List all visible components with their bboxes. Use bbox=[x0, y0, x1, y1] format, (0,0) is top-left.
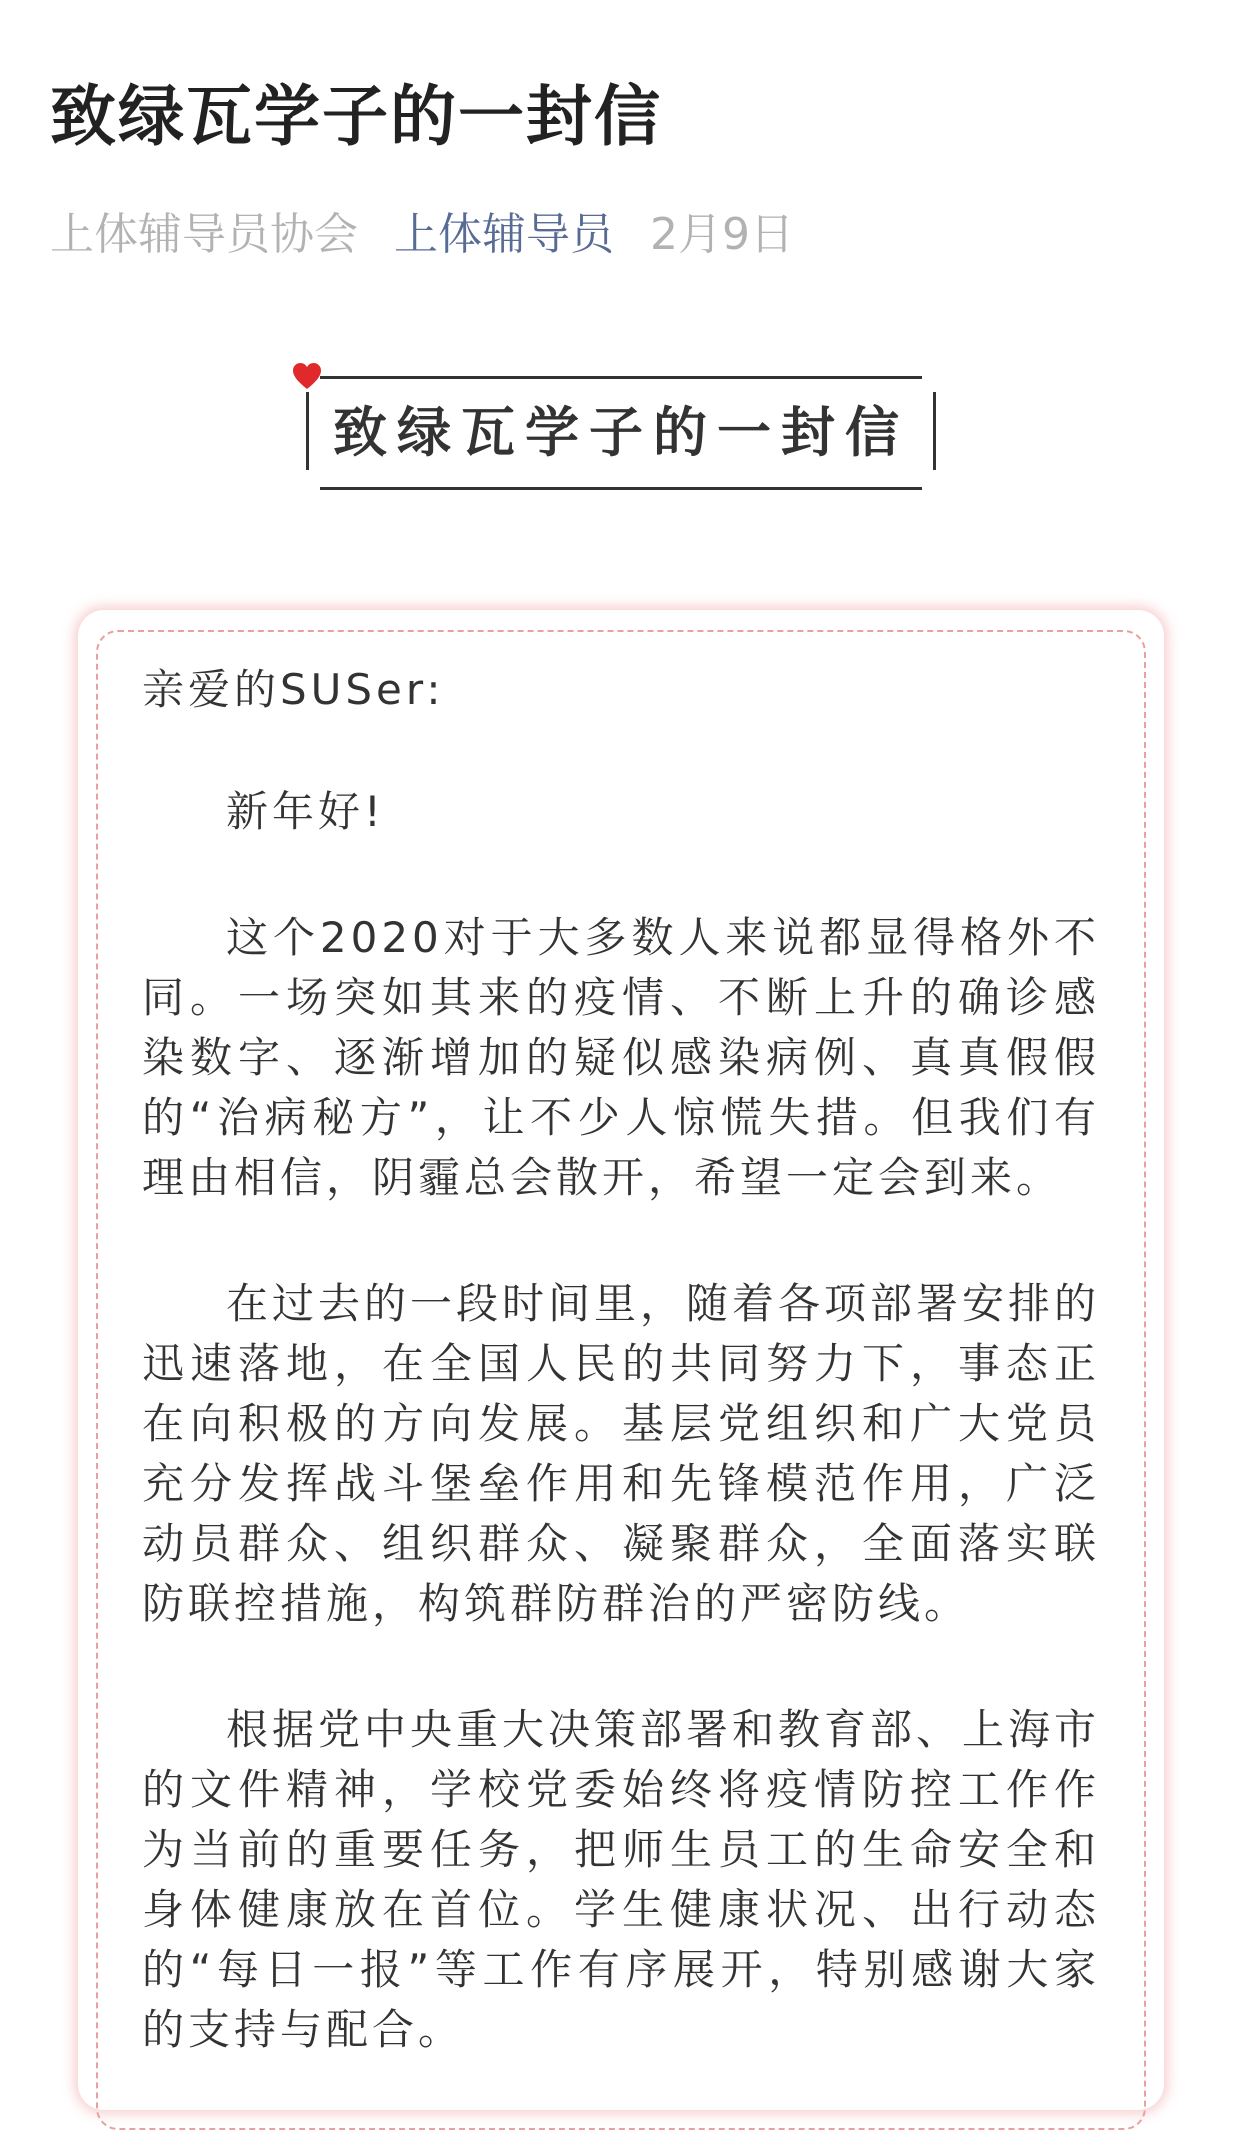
article-title: 致绿瓦学子的一封信 bbox=[50, 78, 662, 155]
heading-bottom-line bbox=[320, 487, 922, 490]
publish-date: 2月9日 bbox=[650, 209, 794, 260]
heart-icon bbox=[292, 362, 322, 390]
publisher-name: 上体辅导员协会 bbox=[50, 209, 358, 260]
letter-card bbox=[78, 610, 1164, 2110]
letter-paragraph: 这个2020对于大多数人来说都显得格外不同。一场突如其来的疫情、不断上升的确诊感染数字、逐渐增加的疑似感染病例、真真假假的“治病秘方”，让不少人惊慌失措。但我们有理由相信，阴霾总会散开，希望一定会到来。 bbox=[142, 913, 1100, 1202]
heading-text: 致绿瓦学子的一封信 bbox=[333, 401, 909, 464]
decorative-heading bbox=[306, 376, 936, 490]
author-link[interactable]: 上体辅导员 bbox=[394, 209, 614, 260]
letter-paragraph: 根据党中央重大决策部署和教育部、上海市的文件精神，学校党委始终将疫情防控工作作为当前的重要任务，把师生员工的生命安全和身体健康放在首位。学生健康状况、出行动态的“每日一报”等工作有序展开，特别感谢大家的支持与配合。 bbox=[142, 1705, 1101, 2054]
article-meta bbox=[50, 205, 794, 265]
heading-top-line bbox=[320, 376, 922, 379]
letter-body bbox=[142, 660, 1100, 2126]
letter-paragraph: 新年好! bbox=[226, 787, 385, 836]
letter-greeting: 亲爱的SUSer: bbox=[142, 665, 445, 714]
letter-paragraph: 在过去的一段时间里，随着各项部署安排的迅速落地，在全国人民的共同努力下，事态正在向积极的方向发展。基层党组织和广大党员充分发挥战斗堡垒作用和先锋模范作用，广泛动员群众、组织群众、凝聚群众，全面落实联防联控措施，构筑群防群治的严密防线。 bbox=[142, 1279, 1101, 1628]
